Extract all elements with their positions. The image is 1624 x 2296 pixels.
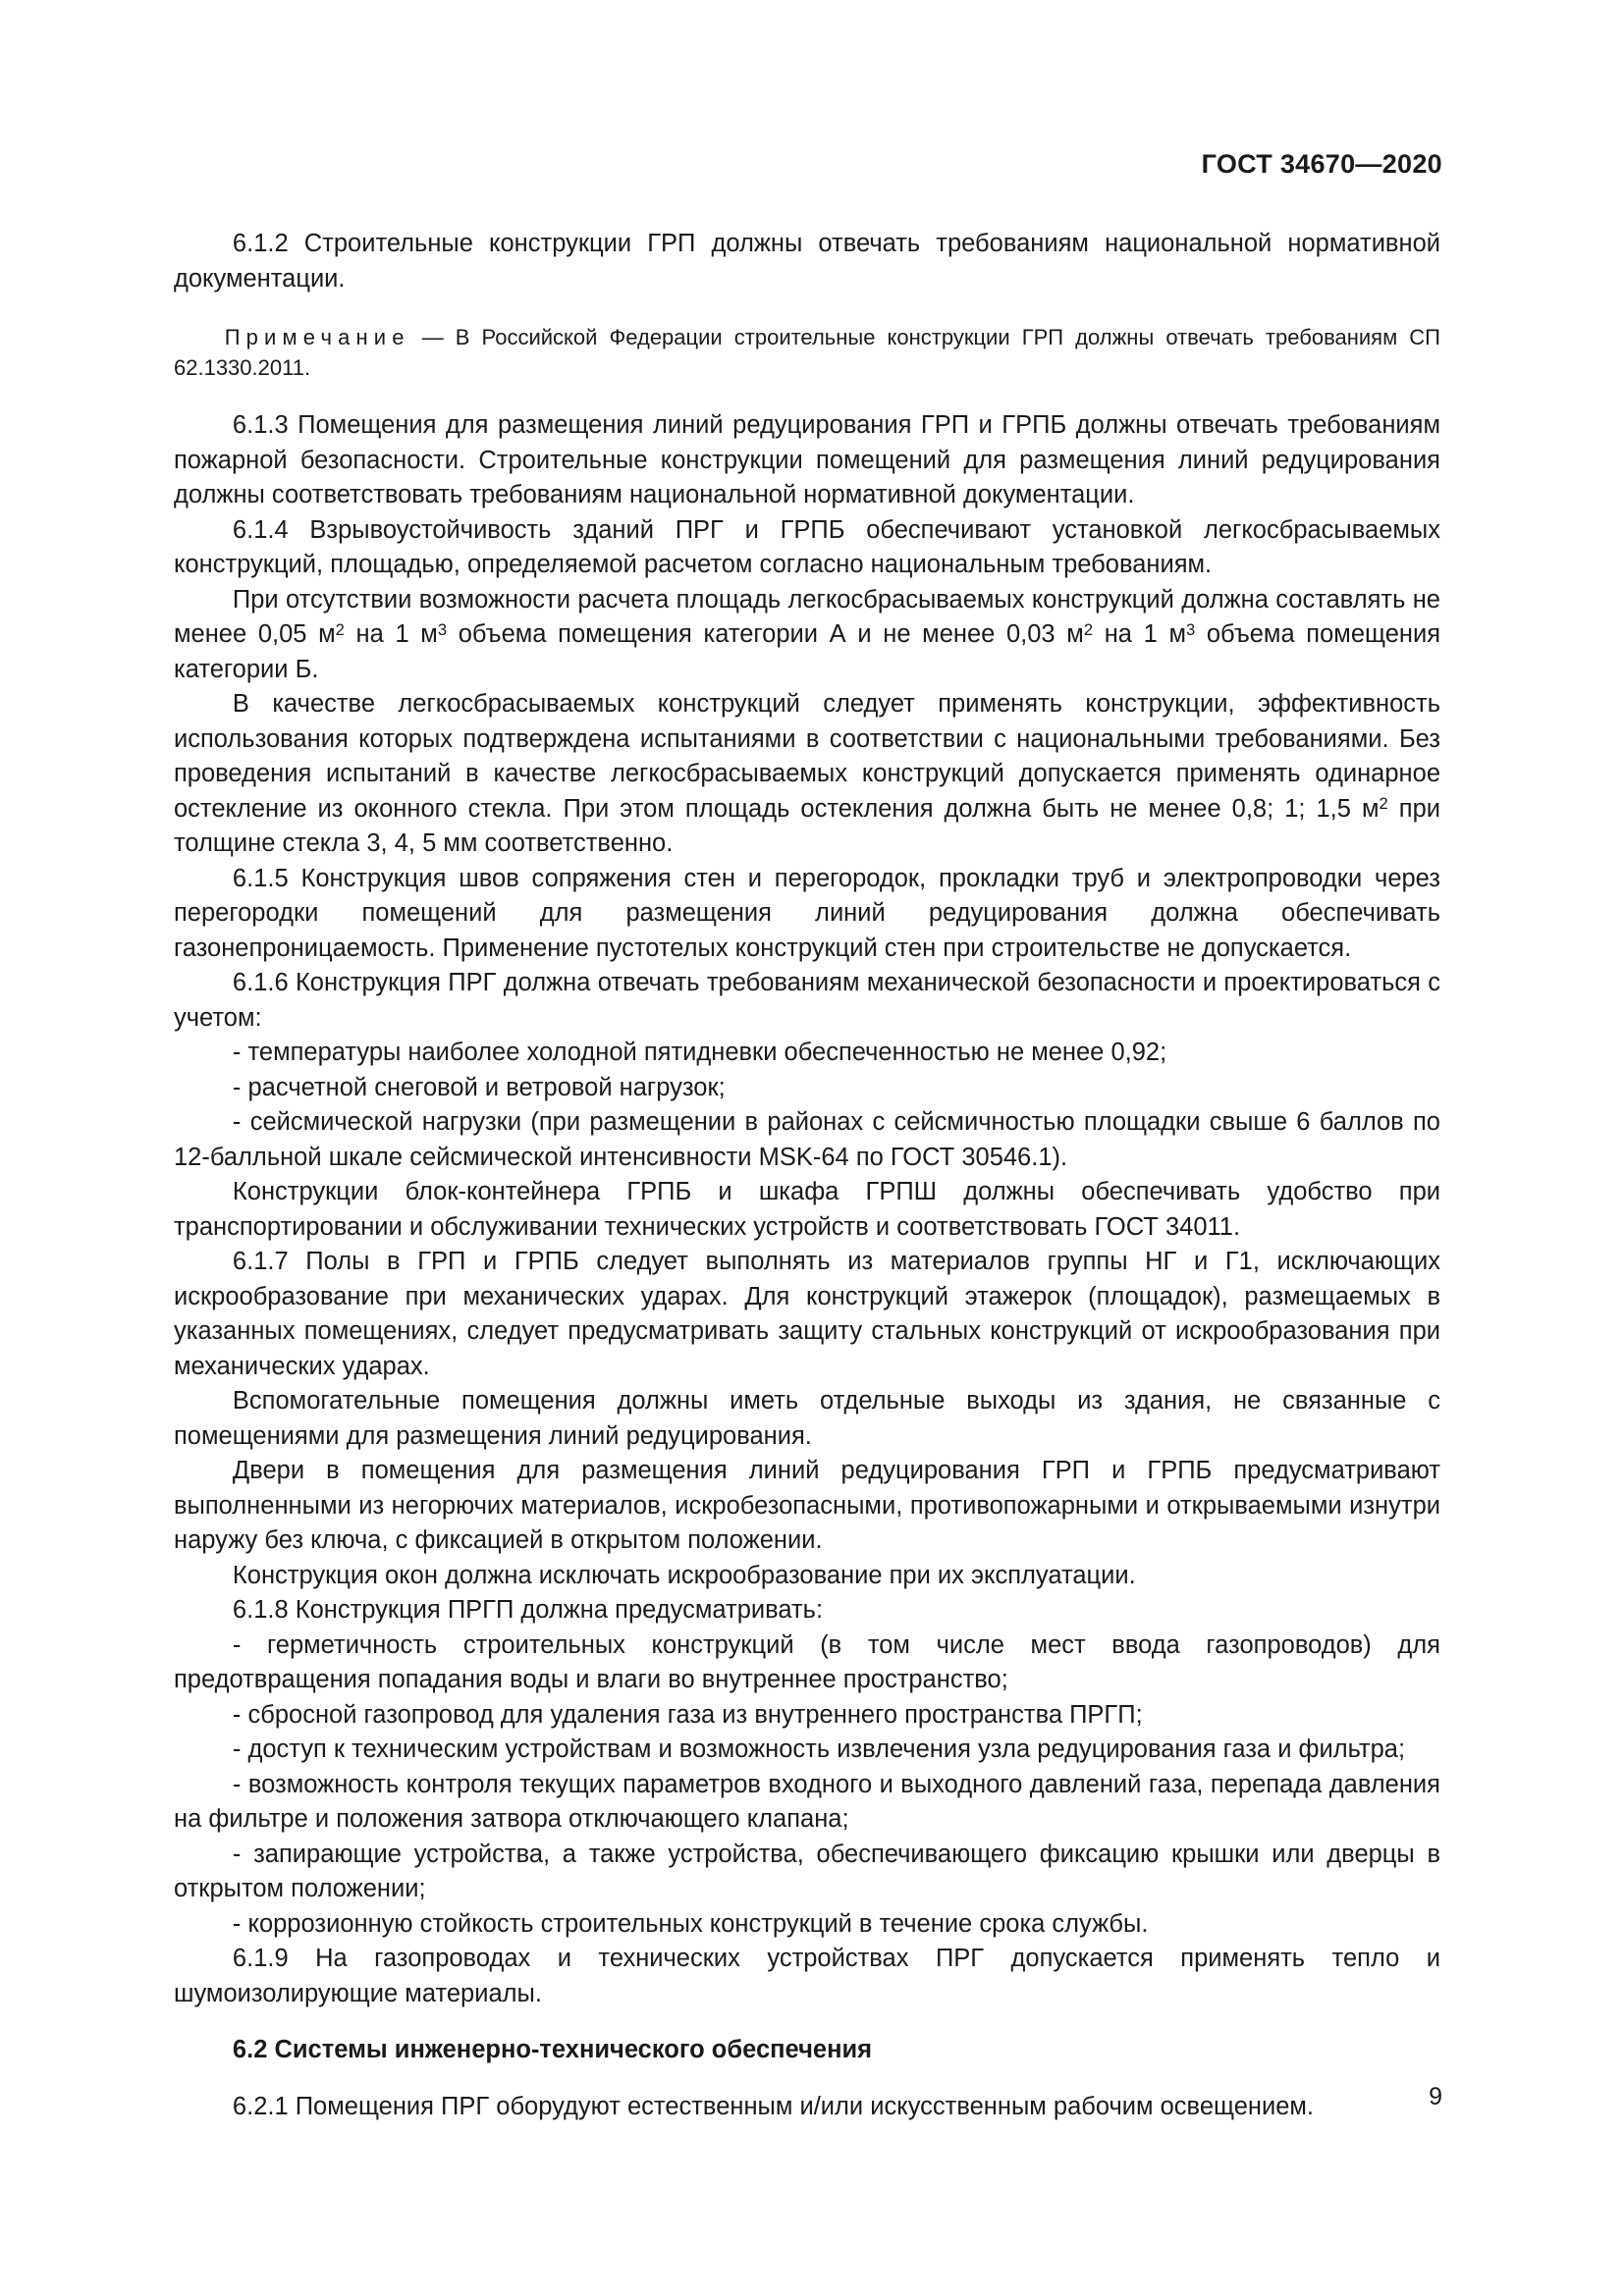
paragraph-6-1-4-glazing: В качестве легкосбрасываемых конструкций следует применять конструкции, эффективность использования которых подтверждена испытаниями в соответствии с национальными требованиями. Без проведения испытаний в качестве легкосбрасываемых конструкций допускается применять одинарное остекление из оконного стекла. При этом площадь остекления должна быть не менее 0,8; 1; 1,5 $м^2$ при толщине стекла 3, 4, 5 мм соответственно. [174, 690, 1440, 857]
paragraph-6-1-6-container: Конструкции блок-контейнера ГРПБ и шкафа ГРПШ должны обеспечивать удобство при транспортировании и обслуживании технических устройств и соответствовать ГОСТ 34011. [174, 1178, 1440, 1241]
paragraph-6-1-7: 6.1.7 Полы в ГРП и ГРПБ следует выполнять из материалов группы НГ и Г1, исключающих искрообразование при механических ударах. Для конструкций этажерок (площадок), размещаемых в указанных помещениях, следует предусматривать защиту стальных конструкций от искрообразования при механических ударах. [174, 1248, 1440, 1380]
superscript: 3 [437, 619, 448, 639]
list-item: - сейсмической нагрузки (при размещении в районах с сейсмичностью площадки свыше 6 баллов по 12-балльной шкале сейсмической интенсивности MSK-64 по ГОСТ 30546.1). [174, 1108, 1440, 1171]
list-item: - доступ к техническим устройствам и возможность извлечения узла редуцирования газа и фильтра; [232, 1735, 1406, 1763]
paragraph-6-2-1: 6.2.1 Помещения ПРГ оборудуют естественным и/или искусственным рабочим освещением. [232, 2092, 1315, 2120]
section-heading-6-2: 6.2 Системы инженерно-технического обеспечения [232, 2036, 873, 2063]
list-item: - температуры наиболее холодной пятидневки обеспеченностью не менее 0,92; [232, 1039, 1167, 1066]
superscript: 3 [1186, 619, 1196, 639]
paragraph-6-1-9: 6.1.9 На газопроводах и технических устройствах ПРГ допускается применять тепло и шумоизолирующие материалы. [174, 1945, 1440, 2007]
superscript: 2 [335, 619, 345, 639]
list-item: - расчетной снеговой и ветровой нагрузок; [232, 1073, 726, 1101]
paragraph-6-1-2: 6.1.2 Строительные конструкции ГРП должны отвечать требованиям национальной нормативной документации. [174, 230, 1440, 293]
list-item: - коррозионную стойкость строительных конструкций в течение срока службы. [232, 1909, 1149, 1938]
paragraph-6-1-4: 6.1.4 Взрывоустойчивость зданий ПРГ и ГРПБ обеспечивают установкой легкосбрасываемых конструкций, площадью, определяемой расчетом согласно национальным требованиям. [174, 515, 1440, 578]
document-body [174, 227, 1440, 2124]
document-code: ГОСТ 34670—2020 [1201, 149, 1442, 179]
paragraph-6-1-3: 6.1.3 Помещения для размещения линий редуцирования ГРП и ГРПБ должны отвечать требованиям пожарной безопасности. Строительные конструкции помещений для размещения линий редуцирования должны соответствовать требованиям национальной нормативной документации. [174, 411, 1440, 508]
page-number: 9 [1429, 2083, 1442, 2110]
paragraph-6-1-7-windows: Конструкция окон должна исключать искрообразование при их эксплуатации. [232, 1561, 1136, 1589]
list-item: - возможность контроля текущих параметров входного и выходного давлений газа, перепада давления на фильтре и положения затвора отключающего клапана; [174, 1770, 1440, 1833]
paragraph-6-1-4-area: При отсутствии возможности расчета площадь легкосбрасываемых конструкций должна составлять не менее 0,05 $м^2$ на 1 $м^3$ объема помещения категории А и не менее 0,03 $м^2$ на 1 $м^3$ объема помещения категории Б. [174, 585, 1441, 683]
note-label: Примечание [224, 325, 410, 349]
list-item: - герметичность строительных конструкций (в том числе мест ввода газопроводов) для предотвращения попадания воды и влаги во внутреннее пространство; [174, 1630, 1440, 1693]
superscript: 2 [1083, 619, 1094, 639]
note-text: — В Российской Федерации строительные конструкции ГРП должны отвечать требованиям СП 62.1330.2011. [174, 325, 1440, 380]
paragraph-6-1-6: 6.1.6 Конструкция ПРГ должна отвечать требованиям механической безопасности и проектироваться с учетом: [174, 969, 1440, 1032]
note [174, 322, 1440, 383]
list-item: - сбросной газопровод для удаления газа из внутреннего пространства ПРГП; [232, 1700, 1143, 1729]
superscript: 2 [1379, 794, 1388, 814]
paragraph-6-1-7-doors: Двери в помещения для размещения линий редуцирования ГРП и ГРПБ предусматривают выполненными из негорючих материалов, искробезопасными, противопожарными и открываемыми изнутри наружу без ключа, с фиксацией в открытом положении. [174, 1457, 1440, 1554]
list-item: - запирающие устройства, а также устройства, обеспечивающего фиксацию крышки или дверцы в открытом положении; [174, 1840, 1440, 1902]
paragraph-6-1-7-aux-rooms: Вспомогательные помещения должны иметь отдельные выходы из здания, не связанные с помещениями для размещения линий редуцирования. [174, 1387, 1440, 1450]
paragraph-6-1-8: 6.1.8 Конструкция ПРГП должна предусматривать: [232, 1596, 824, 1624]
paragraph-6-1-5: 6.1.5 Конструкция швов сопряжения стен и перегородок, прокладки труб и электропроводки через перегородки помещений для размещения линий редуцирования должна обеспечивать газонепроницаемость. Применение пустотелых конструкций стен при строительстве не допускается. [174, 864, 1440, 962]
